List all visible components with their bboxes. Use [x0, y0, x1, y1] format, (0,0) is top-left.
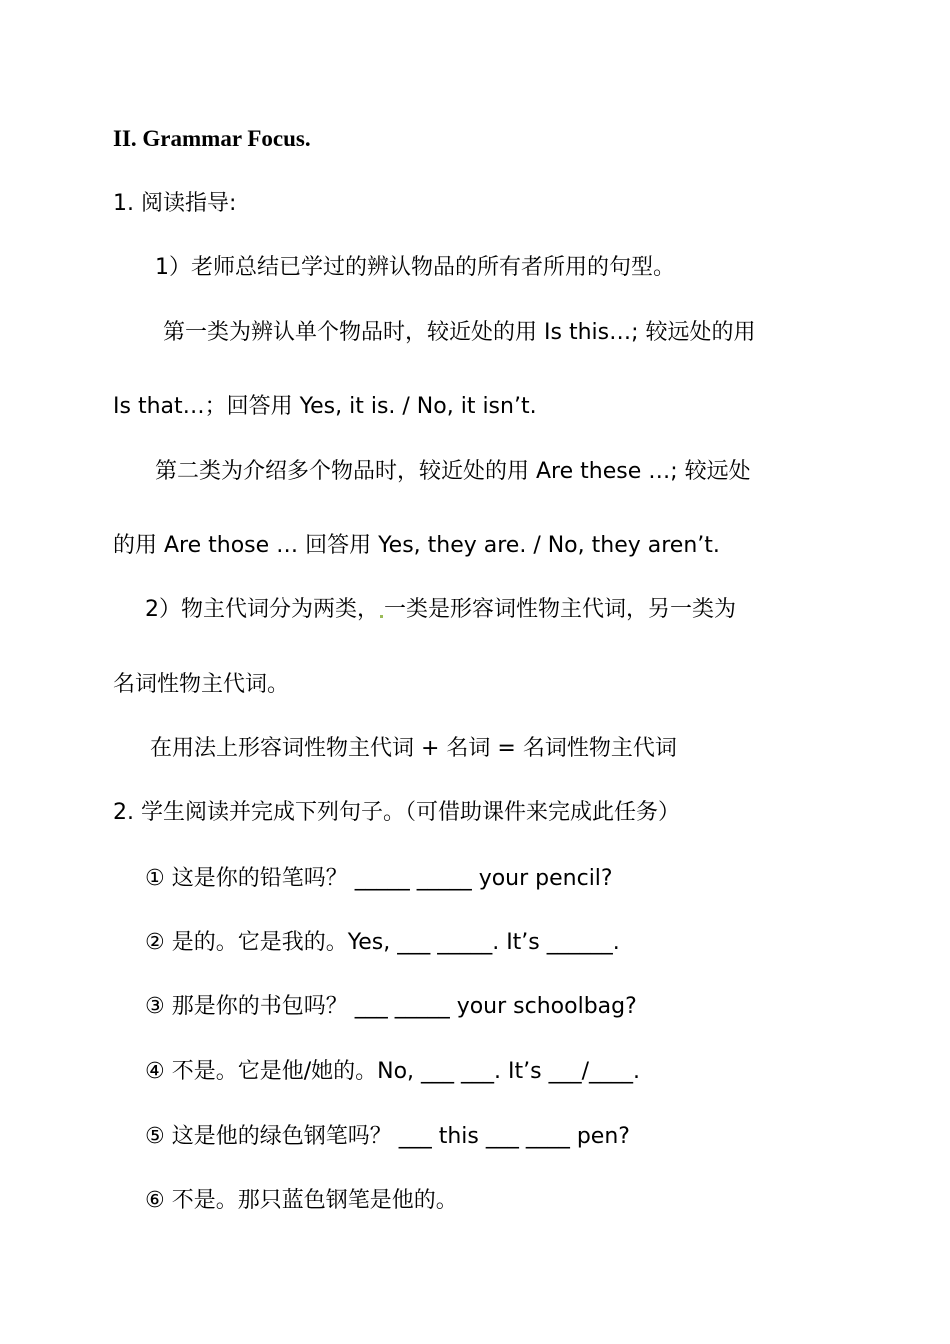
paragraph-2-line-2: Is that…；回答用 Yes, it is. / No, it isn’t.: [113, 394, 537, 419]
paragraph-3-line-2: 的用 Are those … 回答用 Yes, they are. / No, they aren’t.: [113, 533, 720, 558]
part2-title: 2. 学生阅读并完成下列句子。（可借助课件来完成此任务）: [113, 800, 680, 825]
paragraph-4-left: 2）物主代词分为两类，: [145, 597, 379, 622]
paragraph-3-line-1: 第二类为介绍多个物品时，较近处的用 Are these …; 较远处: [155, 459, 751, 484]
annotation-mark: [380, 615, 383, 618]
exercise-item-6: ⑥ 不是。那只蓝色钢笔是他的。: [145, 1188, 458, 1213]
paragraph-5: 在用法上形容词性物主代词 + 名词 = 名词性物主代词: [150, 736, 677, 761]
paragraph-2-line-1: 第一类为辨认单个物品时，较近处的用 Is this…; 较远处的用: [163, 320, 756, 345]
part1-title: 1. 阅读指导:: [113, 191, 237, 216]
paragraph-1: 1）老师总结已学过的辨认物品的所有者所用的句型。: [155, 255, 675, 280]
exercise-item-3: ③ 那是你的书包吗？ ___ _____ your schoolbag?: [145, 994, 637, 1019]
exercise-item-4: ④ 不是。它是他/她的。No, ___ ___. It’s ___/____.: [145, 1059, 640, 1084]
exercise-item-5: ⑤ 这是他的绿色钢笔吗？ ___ this ___ ____ pen?: [145, 1124, 630, 1149]
paragraph-4-line-2: 名词性物主代词。: [113, 672, 290, 697]
paragraph-4-line-1: [145, 595, 736, 625]
exercise-item-1: ① 这是你的铅笔吗？ _____ _____ your pencil?: [145, 866, 613, 891]
paragraph-4-right: 一类是形容词性物主代词，另一类为: [384, 597, 737, 622]
exercise-item-2: ② 是的。它是我的。Yes, ___ _____. It’s ______.: [145, 930, 620, 955]
section-heading: II. Grammar Focus.: [113, 126, 311, 151]
